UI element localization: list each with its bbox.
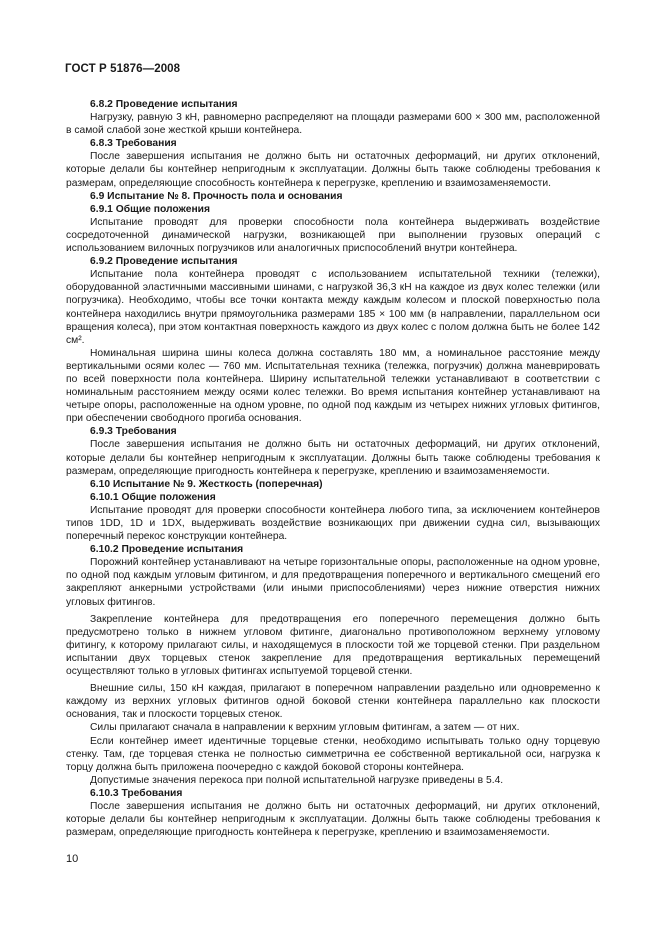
paragraph: Нагрузку, равную 3 кН, равномерно распределяют на площади размерами 600 × 300 мм, расположенной в самой слабой зоне жесткой крыши контейнера.	[66, 112, 600, 137]
standard-id-header: ГОСТ Р 51876—2008	[65, 63, 181, 75]
paragraph: Если контейнер имеет идентичные торцевые стенки, необходимо испытывать только одну торцевую стенку. Там, где торцевая стенка не полностью симметрична ее собственной вертикальной оси, нагрузка к торцу должна быть приложена поочередно с каждой боковой стороны контейнера.	[66, 735, 600, 773]
page-content	[66, 98, 600, 839]
section-heading: 6.10 Испытание № 9. Жесткость (поперечная)	[90, 478, 323, 490]
paragraph: Силы прилагают сначала в направлении к верхним угловым фитингам, а затем — от них.	[90, 722, 520, 734]
paragraph: Испытание пола контейнера проводят с использованием испытательной техники (тележки), оборудованной эластичными массивными шинами, с нагрузкой 36,3 кН на каждое из двух колес тележки (или погрузчика). Необходимо, чтобы все точки контакта между каждым колесом и плоской поверхностью пола контейнера находились внутри прямоугольника размерами 185 × 100 мм (в направлении, параллельном оси вращения колеса), при этом контактная поверхность каждого из двух колес с полом должна быть не более 142 см².	[66, 269, 600, 346]
paragraph: Внешние силы, 150 кН каждая, прилагают в поперечном направлении раздельно или одновременно к каждому из верхних угловых фитингов одной боковой стенки контейнера параллельно как плоскости основания, так и плоскости торцевых стенок.	[66, 683, 600, 721]
section-heading: 6.8.3 Требования	[90, 138, 177, 150]
section-heading: 6.10.2 Проведение испытания	[90, 544, 244, 556]
section-heading: 6.9 Испытание № 8. Прочность пола и основания	[90, 190, 343, 202]
section-heading: 6.9.3 Требования	[90, 426, 177, 438]
section-heading: 6.9.2 Проведение испытания	[90, 256, 238, 268]
section-heading: 6.10.1 Общие положения	[90, 491, 216, 503]
paragraph: Закрепление контейнера для предотвращения его поперечного перемещения должно быть предусмотрено только в нижнем угловом фитинге, диагонально противоположном верхнему угловому фитингу, к которому прилагают силы, и находящемуся в плоскости той же торцевой стенки. При раздельном испытании двух торцевых стенок закрепление для предотвращения вертикальных перемещений осуществляют только в угловых фитингах испытуемой торцевой стенки.	[66, 613, 600, 678]
paragraph: После завершения испытания не должно быть ни остаточных деформаций, ни других отклонений, которые делали бы контейнер непригодным к эксплуатации. Должны быть также соблюдены требования к размерам, определяющие способность контейнера к перегрузке, креплению и взаимозаменяемости.	[66, 151, 600, 189]
paragraph: Испытание проводят для проверки способности контейнера любого типа, за исключением контейнеров типов 1DD, 1D и 1DX, выдерживать воздействие возникающих при движении судна сил, вызывающих поперечный перекос конструкции контейнера.	[66, 504, 600, 543]
section-heading: 6.9.1 Общие положения	[90, 203, 210, 215]
paragraph: После завершения испытания не должно быть ни остаточных деформаций, ни других отклонений, которые делали бы контейнер непригодным к эксплуатации. Должны быть также соблюдены требования к размерам, определяющие пригодность контейнера к перегрузке, креплению и взаимозаменяемости.	[66, 800, 600, 839]
page-number: 10	[66, 853, 79, 865]
paragraph: Порожний контейнер устанавливают на четыре горизонтальные опоры, расположенные на одном уровне, по одной под каждым угловым фитингом, и для предотвращения поперечного и вертикального смещений его закрепляют анкерными устройствами (или иными приспособлениями) через нижние отверстия нижних угловых фитингов.	[66, 557, 600, 608]
paragraph: После завершения испытания не должно быть ни остаточных деформаций, ни других отклонений, которые делали бы контейнер непригодным к эксплуатации. Должны быть также соблюдены требования к размерам, определяющие пригодность контейнера к перегрузке, креплению и взаимозаменяемости.	[66, 439, 600, 477]
paragraph: Испытание проводят для проверки способности пола контейнера выдерживать воздействие сосредоточенной динамической нагрузки, возникающей при выполнении грузовых операций с использованием вилочных погрузчиков или аналогичных приспособлений внутри контейнера.	[66, 216, 600, 255]
paragraph: Номинальная ширина шины колеса должна составлять 180 мм, а номинальное расстояние между вертикальными осями колес — 760 мм. Испытательная техника (тележка, погрузчик) должна маневрировать по всей поверхности пола контейнера. Ширину испытательной тележки устанавливают в соответствии с номинальным расстоянием между осями колес тележки. Во время испытания контейнер устанавливают на четыре опоры, расположенные на одном уровне, по одной под каждым из четырех нижних угловых фитингов, при обеспечении свободного прогиба основания.	[66, 347, 600, 425]
paragraph: Допустимые значения перекоса при полной испытательной нагрузке приведены в 5.4.	[90, 774, 504, 786]
section-heading: 6.10.3 Требования	[90, 787, 183, 799]
section-heading: 6.8.2 Проведение испытания	[90, 99, 238, 110]
